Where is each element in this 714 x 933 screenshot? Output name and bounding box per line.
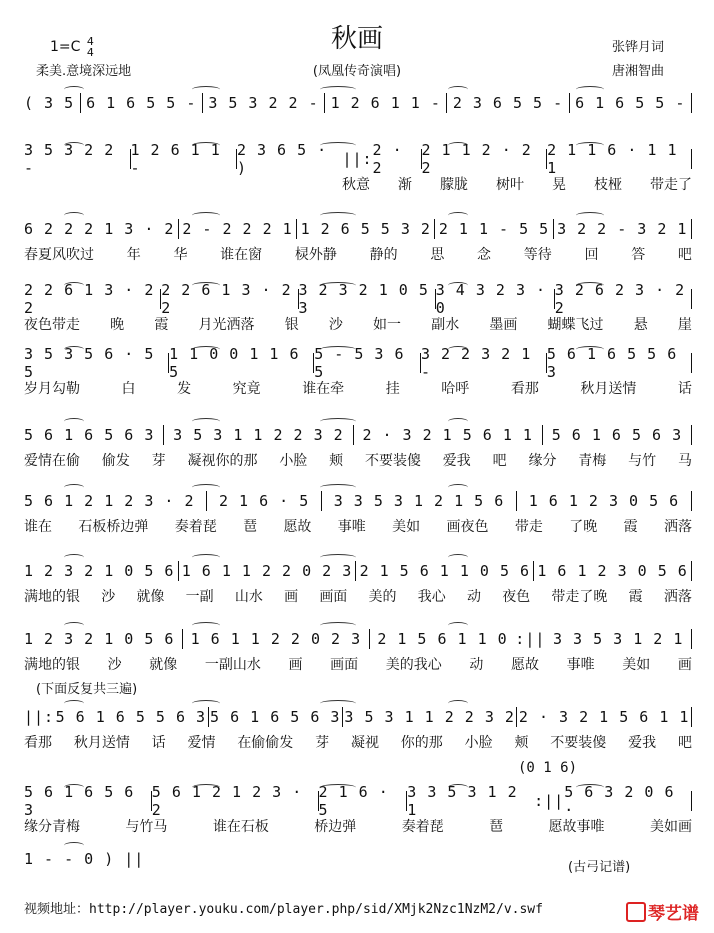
measure-notes: 3 5 3 2 2 - <box>24 141 115 177</box>
lyric-word: 秋意 <box>342 177 370 193</box>
slur-mark <box>320 484 356 491</box>
lyric-word: 带走了 <box>650 177 692 193</box>
lyric-word: 夜色 <box>502 589 531 605</box>
lyric-word: 美的 <box>368 589 397 605</box>
lyric-word: 霞 <box>623 519 638 535</box>
notation-line <box>24 628 692 650</box>
barline <box>516 491 517 511</box>
slur-mark <box>64 554 84 561</box>
measure-notes: 5 6 1 2 1 2 3 · 2 <box>151 783 303 819</box>
lyric-word: 与竹马 <box>125 819 168 835</box>
notation-line <box>24 706 692 728</box>
slur-mark <box>192 142 220 149</box>
lyric-word: 画面 <box>330 657 359 673</box>
video-label: 视频地址： <box>24 902 90 917</box>
lyric-word: 挂 <box>385 381 400 397</box>
barline <box>206 491 207 511</box>
slur-mark <box>448 346 468 353</box>
lyric-word: 究竟 <box>232 381 261 397</box>
lyric-word: 画 <box>288 657 303 673</box>
lyric-word: 偷发 <box>101 453 130 469</box>
measure-notes: 3 5 3 1 1 2 2 3 2 <box>173 426 344 444</box>
slur-mark <box>448 212 468 219</box>
lyric-word: 谁在牵 <box>302 381 345 397</box>
lyric-word: 桥边弹 <box>314 819 357 835</box>
measure-notes: 3 2 2 3 2 1 - <box>420 345 532 381</box>
measure-notes: 5 6 1 6 5 6 3 <box>210 708 341 726</box>
lyric-word: 月光洒落 <box>198 317 255 333</box>
measure-notes: 2 1 1 2 · 2 2 <box>421 141 532 177</box>
lyric-word: 就像 <box>149 657 178 673</box>
lyric-word: 动 <box>466 589 481 605</box>
lyric-word: 爱情在偷 <box>24 453 80 469</box>
notation-line <box>24 141 692 177</box>
measure-notes: 3 5 3 5 6 · 5 5 <box>24 345 155 381</box>
lyric-word: 静的 <box>369 247 398 263</box>
barline <box>691 353 692 373</box>
lyric-word: 墨画 <box>489 317 518 333</box>
lyric-word: 小脸 <box>279 453 308 469</box>
lyric-word: 思 <box>430 247 445 263</box>
logo-text: 琴艺谱 <box>648 904 699 924</box>
lyric-word: 小脸 <box>464 735 493 751</box>
slur-mark <box>576 86 604 93</box>
lyric-word: 在偷偷发 <box>237 735 294 751</box>
measure-notes: ( 3 5 <box>24 94 75 112</box>
barline <box>208 707 209 727</box>
slur-mark <box>448 86 468 93</box>
lyric-word: 夜色带走 <box>24 317 80 333</box>
slur-mark <box>448 622 468 629</box>
slur-mark <box>192 282 220 289</box>
slur-mark <box>192 700 220 707</box>
lyric-word: 美的我心 <box>385 657 442 673</box>
repeat-barline: :|| <box>515 630 546 648</box>
lyric-word: 奏着琵 <box>401 819 444 835</box>
lyric-word: 晃 <box>552 177 566 193</box>
measure-notes: 2 3 6 5 · ) <box>236 141 328 177</box>
lyric-word: 事唯 <box>337 519 366 535</box>
measure-notes: 1 2 3 2 1 0 5 6 <box>24 630 175 648</box>
lyric-word: 年 <box>126 247 141 263</box>
slur-mark <box>64 842 84 849</box>
lyric-line <box>24 314 692 334</box>
lyric-word: 吧 <box>677 247 692 263</box>
lyric-line <box>24 516 692 536</box>
barline <box>691 149 692 169</box>
lyric-word: 渐 <box>398 177 412 193</box>
slur-mark <box>192 554 220 561</box>
lyric-word: 等待 <box>523 247 552 263</box>
lyric-word: 岁月勾勒 <box>24 381 80 397</box>
lyric-word: 愿故 <box>511 657 539 673</box>
lyric-word: 缘分青梅 <box>24 819 80 835</box>
slur-mark <box>64 700 84 707</box>
slur-mark <box>320 212 356 219</box>
time-bottom: 4 <box>86 46 94 59</box>
lyric-word: 枝桠 <box>594 177 622 193</box>
lyric-word: 事唯 <box>566 657 595 673</box>
slur-mark <box>576 212 604 219</box>
notation-line <box>24 424 692 446</box>
lyric-word: 看那 <box>510 381 539 397</box>
measure-notes: 1 6 1 2 3 0 5 6 <box>537 562 688 580</box>
measure-notes: 1 1 0 0 1 1 6 5 <box>169 345 300 381</box>
barline <box>691 791 692 811</box>
barline <box>342 707 343 727</box>
lyric-word: 美如 <box>392 519 421 535</box>
lyric-word: 画 <box>677 657 692 673</box>
lyric-word: 华 <box>173 247 188 263</box>
lyric-word: 凝视你的那 <box>187 453 258 469</box>
lyric-word: 爱我 <box>628 735 657 751</box>
lyric-word: 秋月送情 <box>580 381 637 397</box>
measure-notes: 2 1 1 6 · 1 1 1 <box>547 141 678 177</box>
performance-style: 柔美.意境深远地 <box>36 64 132 79</box>
lyric-line <box>24 378 692 398</box>
slur-mark <box>192 86 220 93</box>
lyric-word: 沙 <box>107 657 122 673</box>
measure-notes: 1 2 6 5 5 3 2 <box>300 220 431 238</box>
lyric-word: 崖 <box>677 317 692 333</box>
measure-notes: 5 6 1 6 5 5 6 3 <box>546 345 678 381</box>
slur-mark <box>576 784 604 791</box>
barline <box>182 629 183 649</box>
lyric-word: 山水 <box>234 589 263 605</box>
lyric-word: 青梅 <box>578 453 607 469</box>
measure-notes: 5 - 5 3 6 5 <box>314 345 405 381</box>
slur-mark <box>320 418 356 425</box>
lyric-word: 我心 <box>417 589 446 605</box>
lyric-word: 带走 <box>514 519 543 535</box>
alternate-notes: (0 1 6) <box>518 760 578 776</box>
lyric-line <box>24 586 692 606</box>
lyric-word: 画 <box>284 589 299 605</box>
lyric-word: 春夏风吹过 <box>24 247 94 263</box>
lyric-line <box>24 174 692 194</box>
measure-notes: 2 1 6 · 5 <box>318 783 389 819</box>
song-title: 秋画 <box>330 24 383 54</box>
slur-mark <box>320 700 356 707</box>
measure-notes: 2 2 6 1 3 · 2 2 <box>24 281 155 317</box>
lyric-word: 看那 <box>24 735 52 751</box>
repeat-barline: || <box>124 850 145 868</box>
measure-notes: 2 1 5 6 1 1 0 5 6 <box>359 562 531 580</box>
measure-notes: 3 2 3 2 1 0 5 3 <box>298 281 429 317</box>
measure-notes: 5 6 1 6 5 6 3 <box>24 783 135 819</box>
lyric-word: 缘分 <box>528 453 557 469</box>
lyric-word: 副水 <box>431 317 460 333</box>
slur-mark <box>448 700 468 707</box>
lyric-word: 颊 <box>329 453 344 469</box>
lyric-word: 晚 <box>110 317 125 333</box>
measure-notes: 2 - 2 2 2 1 <box>182 220 293 238</box>
lyric-word: 马 <box>677 453 692 469</box>
lyric-word: 美如画 <box>649 819 692 835</box>
notation-line <box>24 218 692 240</box>
lyric-word: 银 <box>284 317 299 333</box>
lyric-word: 秋月送情 <box>73 735 130 751</box>
measure-notes: 3 4 3 2 3 · 0 <box>435 281 547 317</box>
lyric-word: 了晚 <box>569 519 598 535</box>
lyric-word: 画夜色 <box>446 519 489 535</box>
lyric-word: 满地的银 <box>24 589 80 605</box>
lyric-line <box>24 732 692 752</box>
lyric-word: 棂外静 <box>294 247 337 263</box>
barline <box>691 629 692 649</box>
barline <box>355 561 356 581</box>
lyric-word: 石板桥边弹 <box>78 519 149 535</box>
slur-mark <box>448 784 468 791</box>
key-text: 1=C <box>50 39 81 55</box>
transcriber-note: (古弓记谱) <box>568 860 631 875</box>
lyric-word: 爱我 <box>442 453 471 469</box>
lyric-word: 念 <box>477 247 492 263</box>
slur-mark <box>320 346 356 353</box>
slur-mark <box>192 418 220 425</box>
video-link[interactable] <box>24 898 543 917</box>
lyric-word: 愿故 <box>283 519 312 535</box>
lyric-line <box>24 654 692 674</box>
barline <box>321 491 322 511</box>
lyric-word: 洒落 <box>663 589 692 605</box>
barline <box>202 93 203 113</box>
lyric-word: 一副 <box>185 589 214 605</box>
lyric-line <box>24 244 692 264</box>
measure-notes: 1 6 1 1 2 2 0 2 3 <box>190 630 362 648</box>
lyric-word: 谁在石板 <box>212 819 269 835</box>
measure-notes: 2 · 2 <box>372 141 403 177</box>
lyric-word: 与竹 <box>628 453 657 469</box>
measure-notes: 6 2 2 2 1 3 · 2 <box>24 220 175 238</box>
slur-mark <box>64 418 84 425</box>
slur-mark <box>192 346 220 353</box>
lyric-word: 满地的银 <box>24 657 80 673</box>
slur-mark <box>448 142 468 149</box>
barline <box>324 93 325 113</box>
slur-mark <box>448 282 468 289</box>
measure-notes: 3 2 2 - 3 2 1 <box>557 220 688 238</box>
slur-mark <box>448 484 468 491</box>
slur-mark <box>448 418 468 425</box>
slur-mark <box>192 212 220 219</box>
lyric-word: 就像 <box>136 589 165 605</box>
measure-notes: 3 5 3 2 2 - <box>208 94 319 112</box>
measure-notes: 1 6 1 1 2 2 0 2 3 <box>181 562 353 580</box>
lyric-word: 悬 <box>633 317 648 333</box>
barline <box>353 425 354 445</box>
lyric-word: 白 <box>121 381 136 397</box>
barline <box>533 561 534 581</box>
measure-notes: 3 3 5 3 1 2 1 5 6 <box>333 492 505 510</box>
measure-notes: 5 6 1 6 5 5 6 3 <box>55 708 207 726</box>
barline <box>691 707 692 727</box>
barline <box>542 425 543 445</box>
measure-notes: 5 6 1 2 1 2 3 · 2 <box>24 492 195 510</box>
slur-mark <box>64 142 84 149</box>
notation-line <box>24 783 692 819</box>
slur-mark <box>320 622 356 629</box>
measure-notes: 5 6 1 6 5 6 3 <box>24 426 155 444</box>
slur-mark <box>576 346 604 353</box>
measure-notes: 5 6 1 6 5 6 3 <box>551 426 683 444</box>
slur-mark <box>320 282 356 289</box>
lyric-word: 愿故事唯 <box>548 819 605 835</box>
barline <box>553 219 554 239</box>
lyric-word: 琶 <box>243 519 258 535</box>
barline <box>691 219 692 239</box>
measure-notes: 2 · 3 2 1 5 6 1 1 <box>518 708 690 726</box>
slur-mark <box>192 484 220 491</box>
singer-credit: (凤凰传奇演唱) <box>312 64 402 79</box>
lyric-word: 沙 <box>328 317 343 333</box>
notation-line <box>24 92 692 114</box>
notation-line <box>24 281 692 317</box>
lyric-word: 奏着琵 <box>174 519 217 535</box>
slur-mark <box>192 784 220 791</box>
measure-notes: 3 3 5 3 1 2 1 <box>407 783 518 819</box>
lyric-word: 霞 <box>154 317 169 333</box>
lyric-word: 话 <box>677 381 692 397</box>
lyric-word: 不要装傻 <box>550 735 607 751</box>
lyric-word: 颊 <box>514 735 529 751</box>
measure-notes: 1 - - 0 ) <box>24 850 115 868</box>
slur-mark <box>64 346 84 353</box>
lyric-word: 一副山水 <box>204 657 261 673</box>
lyric-word: 朦胧 <box>440 177 468 193</box>
measure-notes: 2 · 3 2 1 5 6 1 1 <box>362 426 533 444</box>
measure-notes: 1 2 6 1 1 - <box>130 141 221 177</box>
barline <box>691 491 692 511</box>
lyric-word: 谁在窗 <box>220 247 263 263</box>
video-url[interactable]: http://player.youku.com/player.php/sid/XMjk2Nzc1NzM2/v.swf <box>89 902 543 917</box>
barline <box>691 425 692 445</box>
lyric-word: 如一 <box>373 317 402 333</box>
notation-line <box>24 560 692 582</box>
notation-line <box>24 345 692 381</box>
barline <box>446 93 447 113</box>
measure-notes: 2 3 6 5 5 - <box>452 94 564 112</box>
lyric-word: 吧 <box>677 735 692 751</box>
logo-icon <box>626 902 646 922</box>
lyric-word: 不要装傻 <box>364 453 421 469</box>
site-logo <box>626 899 699 924</box>
barline <box>691 561 692 581</box>
lyric-word: 芽 <box>151 453 166 469</box>
barline <box>569 93 570 113</box>
slur-mark <box>320 86 356 93</box>
slur-mark <box>64 212 84 219</box>
slur-mark <box>448 554 468 561</box>
slur-mark <box>64 784 84 791</box>
lyric-word: 琶 <box>489 819 504 835</box>
barline <box>80 93 81 113</box>
lyric-word: 动 <box>469 657 484 673</box>
lyric-word: 洒落 <box>663 519 692 535</box>
repeat-barline: ||: <box>342 150 373 168</box>
composer-credit: 唐湘智曲 <box>612 64 665 79</box>
measure-notes: 6 1 6 5 5 - <box>86 94 197 112</box>
measure-notes: 3 2 6 2 3 · 2 2 <box>554 281 686 317</box>
measure-notes: 5 6 3 2 0 6 · <box>564 783 675 819</box>
slur-mark <box>192 622 220 629</box>
measure-notes: 2 1 1 - 5 5 <box>438 220 550 238</box>
barline <box>178 561 179 581</box>
lyric-word: 话 <box>151 735 166 751</box>
measure-notes: 1 2 6 1 1 - <box>330 94 441 112</box>
barline <box>369 629 370 649</box>
repeat-barline: :|| <box>534 792 565 810</box>
slur-mark <box>320 554 356 561</box>
lyric-word: 吧 <box>492 453 507 469</box>
measure-notes: 1 6 1 2 3 0 5 6 <box>528 492 680 510</box>
lyric-word: 霞 <box>628 589 643 605</box>
barline <box>178 219 179 239</box>
lyric-word: 哈呼 <box>441 381 470 397</box>
lyric-word: 答 <box>631 247 646 263</box>
slur-mark <box>64 622 84 629</box>
lyric-word: 画面 <box>319 589 348 605</box>
slur-mark <box>576 142 604 149</box>
lyricist-credit: 张铧月词 <box>612 40 665 55</box>
lyric-word: 蝴蝶飞过 <box>547 317 604 333</box>
measure-notes: 2 1 6 · 5 <box>219 492 310 510</box>
slur-mark <box>320 784 356 791</box>
measure-notes: 6 1 6 5 5 - <box>575 94 686 112</box>
lyric-word: 沙 <box>101 589 116 605</box>
lyric-word: 凝视 <box>350 735 379 751</box>
slur-mark <box>64 484 84 491</box>
lyric-word: 谁在 <box>24 519 52 535</box>
lyric-word: 回 <box>584 247 599 263</box>
slur-mark <box>64 86 84 93</box>
barline <box>691 289 692 309</box>
measure-notes: 2 1 5 6 1 1 0 <box>377 630 508 648</box>
lyric-word: 美如 <box>622 657 651 673</box>
lyric-word: 树叶 <box>496 177 524 193</box>
measure-notes: 2 2 6 1 3 · 2 2 <box>161 281 292 317</box>
measure-notes: 3 3 5 3 1 2 1 <box>552 630 684 648</box>
slur-mark <box>320 142 356 149</box>
repeat-barline: ||: <box>24 708 55 726</box>
notation-line <box>24 490 692 512</box>
barline <box>434 219 435 239</box>
barline <box>691 93 692 113</box>
measure-notes: 1 2 3 2 1 0 5 6 <box>24 562 175 580</box>
time-top: 4 <box>86 35 94 48</box>
repeat-note: (下面反复共三遍) <box>36 682 138 697</box>
barline <box>163 425 164 445</box>
barline <box>516 707 517 727</box>
lyric-line <box>24 450 692 470</box>
lyric-line <box>24 816 692 836</box>
lyric-word: 发 <box>177 381 192 397</box>
slur-mark <box>64 282 84 289</box>
lyric-word: 你的那 <box>400 735 443 751</box>
measure-notes: 3 5 3 1 1 2 2 3 2 <box>344 708 515 726</box>
lyric-word: 芽 <box>315 735 330 751</box>
barline <box>296 219 297 239</box>
lyric-word: 带走了晚 <box>551 589 608 605</box>
slur-mark <box>576 282 604 289</box>
lyric-word: 爱情 <box>187 735 216 751</box>
